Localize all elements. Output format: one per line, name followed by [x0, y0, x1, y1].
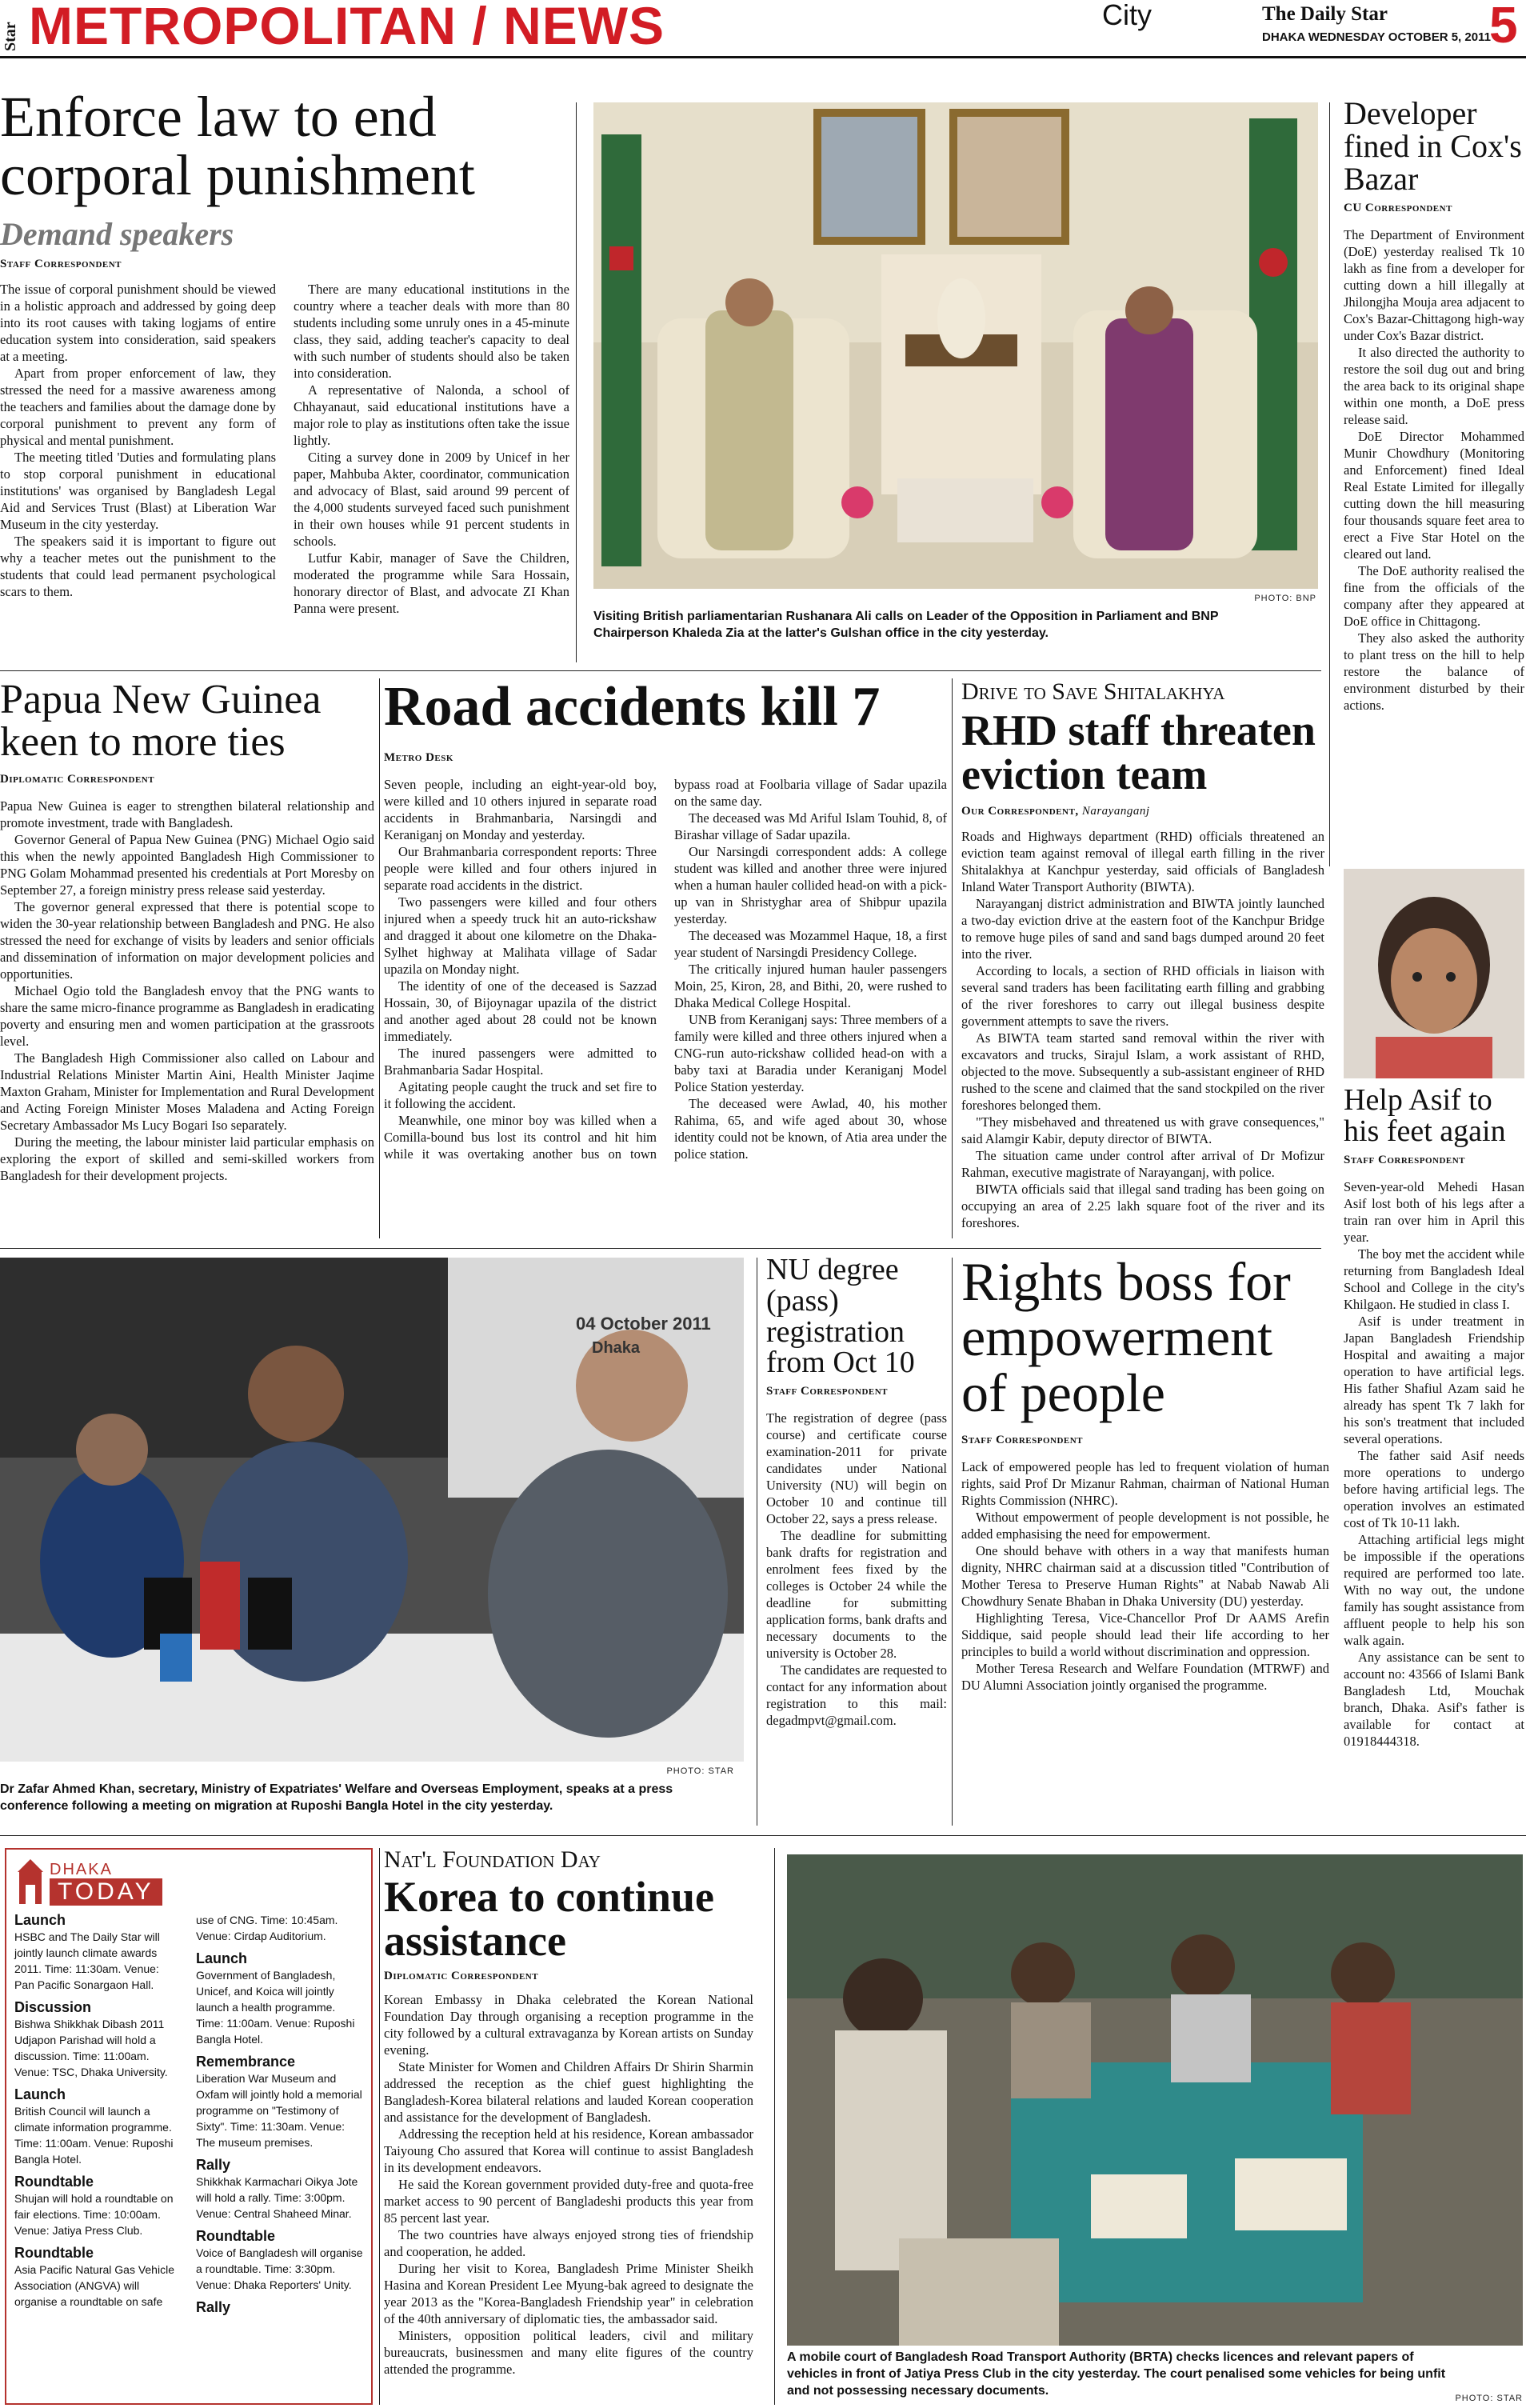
paragraph: Our Narsingdi correspondent adds: A college student was killed and another three were injured when a human hauler collided head-on with a pick-up van in Shristyghar area of Shibpur upazila yesterday. [674, 844, 947, 927]
paragraph: Our Brahmanbaria correspondent reports: Three people were killed and four others injured in separate road accidents in the district. [384, 844, 657, 894]
kicker: Nat'l Foundation Day [384, 1846, 601, 1873]
paragraph: The DoE authority realised the fine from the officials of the company after they appeared at DoE office in Chittagong. [1344, 563, 1524, 630]
event-text: Shikkhak Karmachari Oikya Jote will hold a rally. Time: 3:00pm. Venue: Central Shaheed Minar. [196, 2175, 358, 2220]
event-text: Shujan will hold a roundtable on fair elections. Time: 10:00am. Venue: Jatiya Press Club. [14, 2192, 174, 2237]
kicker: Drive to Save Shitalakhya [961, 678, 1225, 705]
dhaka-today-title-top: DHAKA [50, 1861, 113, 1878]
paragraph: Meanwhile, one minor boy was killed when a Comilla-bound bus lost its control and hit him while it was overtaking another bus on town bypass road at Foolbaria village of Sadar upazila on the same day. [384, 777, 947, 1162]
byline: Diplomatic Correspondent [384, 1970, 539, 1983]
paragraph: The deceased were Awlad, 40, his mother Rahima, 65, and wife aged about 30, whose identity could not be known, of Atia area under the police station. [674, 1096, 947, 1162]
event-item [14, 1912, 182, 1993]
headline: Korea to continue assistance [384, 1873, 714, 1966]
paragraph: During the meeting, the labour minister laid particular emphasis on exploring the export of skilled and semi-skilled workers from Bangladesh for their development projects. [0, 1134, 374, 1184]
event-item [196, 1950, 363, 2047]
paragraph: The two countries have always enjoyed strong ties of friendship and cooperation, he added. [384, 2227, 753, 2260]
event-item [14, 2174, 182, 2238]
article-body [384, 776, 947, 1238]
bnp-photo [593, 102, 1318, 589]
headline: Road accidents kill 7 [384, 678, 881, 738]
byline [961, 805, 1324, 818]
star-logo: Star [2, 22, 19, 51]
article-korea-assistance [384, 1846, 753, 2406]
column-rule [774, 1848, 775, 2405]
paragraph: UNB from Keraniganj says: Three members of a family were killed and three others injured when a CNG-run auto-rickshaw collided head-on with a baby taxi at Baradia under Keraniganj Model Police Station yesterday. [674, 1012, 947, 1095]
paragraph: The situation came under control after arrival of Dr Mofizur Rahman, executive magistrate of Narayanganj, with police. [961, 1148, 1324, 1181]
column-rule [379, 678, 380, 1238]
photo-credit: PHOTO: BNP [1254, 594, 1316, 603]
headline: Developer fined in Cox's Bazar [1344, 98, 1522, 197]
paragraph: Michael Ogio told the Bangladesh envoy that the PNG wants to share the same micro-finance programme as Bangladesh in eradicating poverty and ensuring men and women participation at the grassroots level. [0, 983, 374, 1050]
paragraph: The governor general expressed that there is potential scope to widen the 30-year relationship between Bangladesh and PNG. He also stressed the need for exchange of visits by leaders and senior officials and dissemination of information on major development policies and opportunities. [0, 899, 374, 982]
headline: Help Asif to his feet again [1344, 1085, 1506, 1148]
brta-photo [787, 1854, 1523, 2346]
paragraph: The father said Asif needs more operations to undergo before having artificial legs. The operation involves an estimated cost of Tk 10-11 lakh. [1344, 1447, 1524, 1530]
asif-portrait-illustration [1344, 869, 1524, 1078]
event-type: Remembrance [196, 2054, 296, 2070]
section-title: METROPOLITAN / NEWS [29, 0, 665, 54]
paragraph: Addressing the reception held at his residence, Korean ambassador Taiyoung Cho assured that Korea will continue to assist Bangladesh in its development endeavors. [384, 2126, 753, 2176]
byline: CU Correspondent [1344, 202, 1452, 215]
paragraph: The registration of degree (pass course) and certificate course examination-2011 for private candidates under National University (NU) will begin on October 10 and continue till October 22, says a press release. [766, 1410, 947, 1526]
paragraph: They also asked the authority to plant tress on the hill to help restore the balance of environment disturbed by their actions. [1344, 630, 1524, 714]
press-photo-block [0, 1258, 744, 1826]
event-text: HSBC and The Daily Star will jointly launch climate awards 2011. Time: 11:30am. Venue: Pan Pacific Sonargaon Hall. [14, 1930, 160, 1991]
paragraph: A representative of Nalonda, a school of Chhayanaut, said educational institutions have a major role to play as institutions often take the issue lightly. [294, 382, 569, 448]
bnp-meeting-illustration [593, 102, 1318, 589]
paragraph: The meeting titled 'Duties and formulating plans to stop corporal punishment in educational institutions' was organised by Bangladesh Legal Aid and Services Trust (Blast) at Liberation War Museum in the city yesterday. [0, 449, 276, 532]
event-type: Launch [14, 1912, 66, 1928]
paragraph: There are many educational institutions in the country where a teacher deals with more than 80 students including some unruly ones in a 45-minute class, they said, adding teacher's capacity to deal with such number of students should also be taken into consideration. [294, 281, 569, 381]
paragraph: BIWTA officials said that illegal sand trading has been going on occupying an area of 2.25 lakh square foot of the river and its foreshores. [961, 1182, 1324, 1231]
paragraph: Mother Teresa Research and Welfare Foundation (MTRWF) and DU Alumni Association jointly organised the programme. [961, 1661, 1329, 1694]
paragraph: Two passengers were killed and four others injured when a speedy truck hit an auto-rickshaw and dragged it about one kilometre on the Dhaka-Sylhet highway at Malihata village of Sadar upazila on Monday night. [384, 894, 657, 978]
kicker: Demand speakers [0, 215, 234, 252]
article-developer-fined [1344, 98, 1524, 866]
paragraph: The critically injured human hauler passengers Moin, 25, Kiron, 28, and Bithi, 20, were rushed to Dhaka Medical College Hospital. [674, 962, 947, 1011]
photo-credit: PHOTO: STAR [1455, 2394, 1523, 2403]
article-road-accidents [384, 678, 947, 1238]
city-label: City [1102, 0, 1152, 31]
brta-photo-block [787, 1854, 1524, 2406]
building-icon [14, 1856, 46, 1904]
article-corporal-punishment [0, 88, 569, 664]
event-text: Voice of Bangladesh will organise a roundtable. Time: 3:30pm. Venue: Dhaka Reporters' Unity. [196, 2246, 363, 2291]
photo-credit: PHOTO: STAR [666, 1766, 734, 1776]
paragraph: The inured passengers were admitted to Brahmanbaria Sadar Hospital. [384, 1046, 657, 1078]
masthead [0, 0, 1526, 54]
paragraph: One should behave with others in a way that manifests human dignity, NHRC chairman said at a discussion titled "Contribution of Mother Teresa to Preserve Human Rights" at Nabab Nawab Ali Chowdhury Senate Bhaban in Dhaka University (DU) yesterday. [961, 1543, 1329, 1610]
paragraph: Seven people, including an eight-year-old boy, were killed and 10 others injured in separate road accidents in Brahmanbaria, Narsingdi and Keraniganj on Monday and yesterday. [384, 777, 657, 843]
row-rule [0, 1835, 1526, 1836]
column-rule [952, 1258, 953, 1826]
photo-caption: Visiting British parliamentarian Rushanara Ali calls on Leader of the Opposition in Parliament and BNP Chairperson Khaleda Zia at the latter's Gulshan office in the city yesterday. [593, 610, 1219, 640]
event-item [196, 2299, 363, 2316]
banner-subtext: Dhaka [592, 1339, 641, 1357]
event-type: Discussion [14, 1999, 92, 2015]
events-list [14, 1912, 363, 2392]
paragraph: The deadline for submitting bank drafts for registration and enrolment fees fixed by the colleges is October 24 while the deadline for submitting application forms, bank drafts and necessary documents to the university is October 28. [766, 1528, 947, 1661]
paragraph: State Minister for Women and Children Affairs Dr Shirin Sharmin addressed the reception as the chief guest highlighting the Bangladesh-Korea bilateral relations and lauded Korean cooperation and assistance for the development of Bangladesh. [384, 2059, 753, 2126]
article-body [766, 1410, 947, 1729]
byline: Staff Correspondent [1344, 1153, 1466, 1166]
event-type: Roundtable [14, 2174, 94, 2190]
page-number: 5 [1489, 0, 1518, 53]
paragraph: The identity of one of the deceased is Sazzad Hossain, 30, of Bijoynagar upazila of the district and another aged about 28 could not be known immediately. [384, 978, 657, 1045]
dhaka-today-title-bottom: TODAY [50, 1878, 162, 1906]
paragraph: Asif is under treatment in Japan Bangladesh Friendship Hospital and awaiting a major operation to have artificial legs. His father Shafiul Azam said he already has spent Tk 7 lakh for his son's treatment that included several operations. [1344, 1313, 1524, 1446]
byline-location: Narayanganj [1081, 805, 1150, 818]
event-type: Launch [196, 1950, 248, 1966]
event-item [196, 2228, 363, 2293]
article-body [384, 1991, 753, 2378]
article-body [961, 828, 1324, 1231]
article-body [961, 1458, 1329, 1694]
event-type: Rally [196, 2299, 231, 2315]
paragraph: The speakers said it is important to figure out why a teacher metes out the punishment to the students that could lead permanent psychological scars to them. [0, 533, 276, 599]
event-text: Government of Bangladesh, Unicef, and Koica will jointly launch a health programme. Time: 11:00am. Venue: Ruposhi Bangla Hotel. [196, 1969, 355, 2046]
press-photo [0, 1258, 744, 1762]
paragraph: Lack of empowered people has led to frequent violation of human rights, said Prof Dr Mizanur Rahman, chairman of National Human Rights Commission (NHRC). [961, 1459, 1329, 1509]
paragraph: The Department of Environment (DoE) yesterday realised Tk 10 lakh as fine from a developer for cutting down a hill illegally at Jhilongjha Mouja area adjacent to Cox's Bazar-Chittagong high-way under Cox's Bazar district. [1344, 227, 1524, 344]
event-item [196, 2157, 363, 2222]
article-body [0, 281, 569, 664]
paragraph: "They misbehaved and threatened us with grave consequences," said Alamgir Kabir, deputy director of BIWTA. [961, 1114, 1324, 1147]
paragraph: The boy met the accident while returning from Bangladesh Ideal School and College in the city's Khilgaon. He studied in class I. [1344, 1246, 1524, 1312]
paragraph: The deceased was Mozammel Haque, 18, a first year student of Narsingdi Presidency College. [674, 928, 947, 961]
headline: Rights boss for empowerment of people [961, 1254, 1291, 1423]
article-rights-boss [961, 1254, 1329, 1826]
event-item [14, 2086, 182, 2167]
article-papua-new-guinea [0, 678, 374, 1238]
article-body [1344, 1178, 1524, 1750]
banner-text: 04 October 2011 [576, 1314, 711, 1334]
paragraph: Citing a survey done in 2009 by Unicef in her paper, Mahbuba Akter, coordinator, communication and advocacy of Blast, said around 99 percent of the 4,000 students surveyed faced such punishment in their own houses while 91 percent students in schools. [294, 449, 569, 549]
article-nu-degree [766, 1254, 947, 1826]
article-body [0, 798, 374, 1184]
paragraph: DoE Director Mohammed Munir Chowdhury (Monitoring and Enforcement) fined Ideal Real Estate Limited for illegally cutting down the hill measuring four thousands square feet area to erect a Five Star Hotel on the cleared out land. [1344, 429, 1524, 562]
paper-logo: The Daily Star [1262, 3, 1388, 25]
paragraph: Apart from proper enforcement of law, they stressed the need for a massive awareness among the teachers and families about the damage done by corporal punishment to prevent any form of physical and mental punishment. [0, 365, 276, 448]
column-rule [576, 102, 577, 662]
row-rule [0, 670, 1321, 671]
paragraph: Roads and Highways department (RHD) officials threatened an eviction team against removal of illegal earth filling in the river Shitalakhya at Kanchpur yesterday, said officials of Bangladesh Inland Water Transport Authority (BIWTA). [961, 829, 1324, 895]
bnp-photo-block [593, 102, 1318, 662]
dhaka-today-header [14, 1856, 363, 1907]
paragraph: The Bangladesh High Commissioner also called on Labour and Industrial Relations Minister Martin Aini, Health Minister Jaqime Maxton Graham, Minister for Implementation and Rural Development and Acting Foreign Minister Moses Maladena and Acting Foreign Secretary Ambassador Ms Lucy Bogari Iso separately. [0, 1050, 374, 1134]
paragraph: The candidates are requested to contact for any information about registration to this mail: degadmpvt@gmail.com. [766, 1662, 947, 1728]
paragraph: During her visit to Korea, Bangladesh Prime Minister Sheikh Hasina and Korean President Lee Myung-bak agreed to designate the year 2013 as the "Korea-Bangladesh Friendship year" in celebration of the 40th anniversary of diplomatic ties, the ambassador said. [384, 2261, 753, 2327]
paragraph: Lutfur Kabir, manager of Save the Children, moderated the programme while Sara Hossain, honorary director of Blast, and advocate ZI Khan Panna were present. [294, 550, 569, 616]
paragraph: As BIWTA team started sand removal within the river with excavators and trucks, Sirajul Islam, a work assistant of RHD, objected to the move. Subsequently a sub-assistant engineer of RHD rushed to the scene and claimed that the sand stockpiled on the river foreshores belonged them. [961, 1030, 1324, 1114]
asif-photo [1344, 869, 1524, 1078]
paragraph: Governor General of Papua New Guinea (PNG) Michael Ogio said this when the newly appointed Bangladesh High Commissioner to PNG Golam Mohammad presented his credentials at Port Moresby on September 27, a foreign ministry press release said yesterday. [0, 832, 374, 898]
event-item [14, 1999, 182, 2080]
event-type: Roundtable [196, 2228, 275, 2244]
event-type: Roundtable [14, 2245, 94, 2261]
column-rule [1329, 102, 1330, 866]
byline: Metro Desk [384, 751, 453, 765]
paragraph: Highlighting Teresa, Vice-Chancellor Prof Dr AAMS Arefin Siddique, said people should lead their life according to her principles to build a world without discrimination and oppression. [961, 1610, 1329, 1660]
event-text: British Council will launch a climate information programme. Time: 11:00am. Venue: Ruposhi Bangla Hotel. [14, 2105, 174, 2166]
headline: Papua New Guinea keen to more ties [0, 678, 322, 766]
dateline: DHAKA WEDNESDAY OCTOBER 5, 2011 [1262, 30, 1491, 44]
paragraph: Any assistance can be sent to account no: 43566 of Islami Bank Bangladesh Ltd, Mouchak branch, Dhaka. Asif's father is available for contact at 01918444318. [1344, 1649, 1524, 1749]
byline-name: Our Correspondent, [961, 805, 1079, 818]
headline: RHD staff threaten eviction team [961, 706, 1316, 799]
photo-caption: A mobile court of Bangladesh Road Transport Authority (BRTA) checks licences and relevant papers of vehicles in front of Jatiya Press Club in the city yesterday. The court penalised some vehicles for being unfit and not possessing necessary documents. [787, 2350, 1446, 2398]
paragraph: Seven-year-old Mehedi Hasan Asif lost both of his legs after a train ran over him in April this year. [1344, 1178, 1524, 1245]
headline: Enforce law to end corporal punishment [0, 88, 475, 208]
paragraph: The issue of corporal punishment should be viewed in a holistic approach and addressed by going deep into its root causes with taking logjams of entire education system into consideration, said speakers at a meeting. [0, 281, 276, 364]
headline: NU degree (pass) registration from Oct 10 [766, 1254, 915, 1380]
article-rhd-staff [961, 678, 1324, 1238]
mobile-court-illustration [787, 1854, 1523, 2346]
row-rule [0, 1248, 1321, 1249]
paragraph: He said the Korean government provided duty-free and quota-free market access to 90 percent of Bangladeshi products this year from 85 percent last year. [384, 2177, 753, 2226]
paragraph: Korean Embassy in Dhaka celebrated the Korean National Foundation Day through organising a reception programme in the city followed by a cultural extravaganza by Korean artists on Sunday evening. [384, 1992, 753, 2058]
paragraph: Agitating people caught the truck and set fire to it following the accident. [384, 1079, 657, 1112]
event-item [196, 2054, 363, 2150]
paragraph: According to locals, a section of RHD officials in liaison with several sand traders has been facilitating earth filling and grabbing of the river foreshores to carry out illegal business despite government attempts to save the rivers. [961, 963, 1324, 1030]
article-help-asif [1344, 1085, 1524, 1837]
article-body [1344, 226, 1524, 714]
paragraph: Papua New Guinea is eager to strengthen bilateral relationship and promote investment, trade with Bangladesh. [0, 798, 374, 831]
byline: Staff Correspondent [961, 1434, 1084, 1447]
paragraph: Attaching artificial legs might be impossible if the operations required are performed too late. With no way out, the undone family has sought assistance from affluent people to help his son walk again. [1344, 1531, 1524, 1648]
dhaka-today-box [5, 1848, 373, 2405]
paragraph: The deceased was Md Ariful Islam Touhid, 8, of Birashar village of Sadar upazila. [674, 810, 947, 843]
paragraph: Ministers, opposition political leaders, civil and military bureaucrats, businessmen and many elite figures of the country attended the programme. [384, 2328, 753, 2378]
paragraph: Narayanganj district administration and BIWTA jointly launched a two-day eviction drive at the eastern foot of the Kanchpur Bridge to remove huge piles of sand and sand bags dumped around 20 feet into the river. [961, 896, 1324, 962]
byline: Diplomatic Correspondent [0, 773, 155, 786]
masthead-rule [0, 56, 1526, 58]
paragraph: Without empowerment of people development is not possible, he added emphasising the need for empowerment. [961, 1510, 1329, 1542]
column-rule [952, 678, 953, 1238]
paragraph: It also directed the authority to restore the soil dug out and bring the area back to its original shape within one month, a DoE press release said. [1344, 345, 1524, 428]
event-text: Bishwa Shikkhak Dibash 2011 Udjapon Parishad will hold a discussion. Time: 11:00am. Venue: TSC, Dhaka University. [14, 2018, 168, 2078]
byline: Staff Correspondent [0, 257, 122, 270]
event-type: Launch [14, 2086, 66, 2102]
photo-caption: Dr Zafar Ahmed Khan, secretary, Ministry of Expatriates' Welfare and Overseas Employment, speaks at a press conference following a meeting on migration at Ruposhi Bangla Hotel in the city yesterday. [0, 1782, 673, 1813]
event-text: Liberation War Museum and Oxfam will jointly hold a memorial programme on "Testimony of Sixty". Time: 11:30am. Venue: The museum premises. [196, 2072, 362, 2149]
event-text: Asia Pacific Natural Gas Vehicle Association (ANGVA) will organise a roundtable on safe use of CNG. Time: 10:45am. Venue: Cirdap Auditorium. [14, 1914, 338, 2308]
byline: Staff Correspondent [766, 1385, 889, 1398]
column-rule [379, 1848, 380, 2405]
event-type: Rally [196, 2157, 231, 2173]
